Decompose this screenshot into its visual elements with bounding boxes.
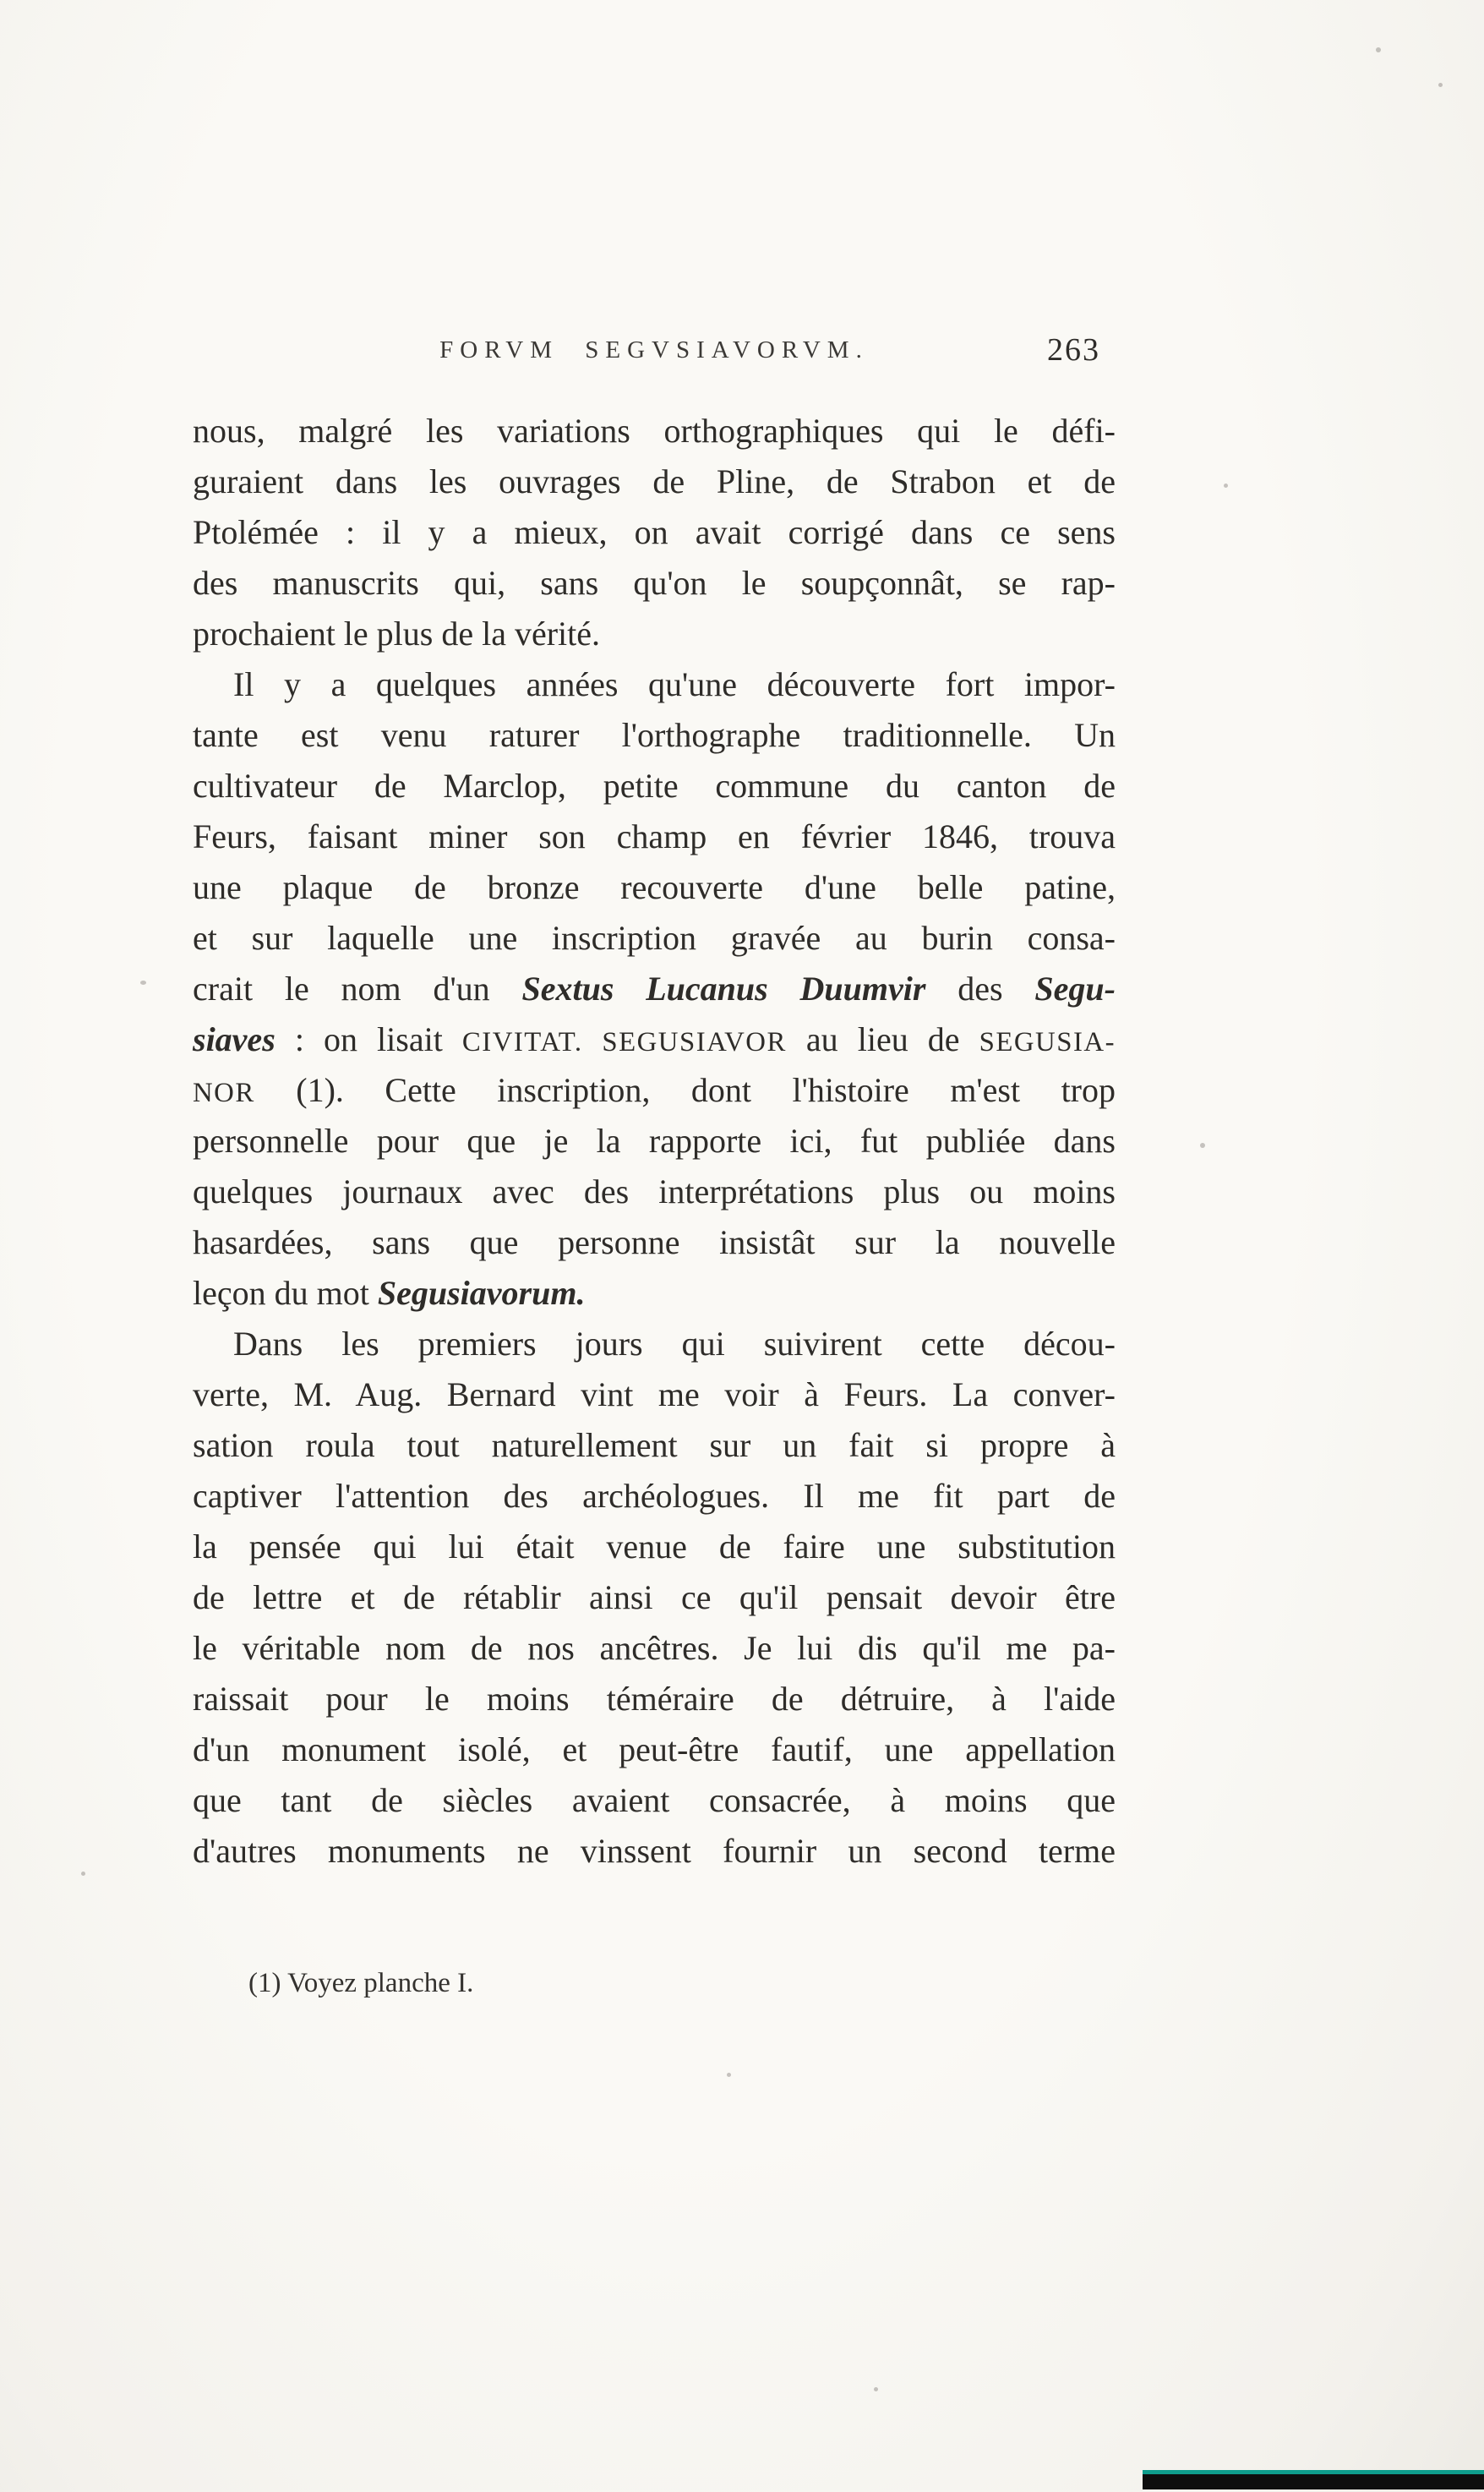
text-line-10: une plaque de bronze recouverte d'une belle patine, (193, 868, 1116, 906)
text-line-6: Il y a quelques années qu'une découverte fort impor- (233, 665, 1116, 703)
scan-speck (1200, 1143, 1205, 1148)
text-line-8: cultivateur de Marclop, petite commune du canton de (193, 767, 1116, 805)
text-line-27: d'un monument isolé, et peut-être fautif, une appellation (193, 1730, 1116, 1768)
scan-speck (81, 1872, 85, 1876)
text-line-22: captiver l'attention des archéologues. Il me fit part de (193, 1477, 1116, 1515)
text-line-19: Dans les premiers jours qui suivirent cette décou- (233, 1325, 1116, 1363)
text-line-29: d'autres monuments ne vinssent fournir un second terme (193, 1832, 1116, 1870)
text-line-16: quelques journaux avec des interprétations plus ou moins (193, 1172, 1116, 1210)
text-line-1: nous, malgré les variations orthographiques qui le défi- (193, 412, 1116, 450)
text-line-2: guraient dans les ouvrages de Pline, de Strabon et de (193, 462, 1116, 500)
text-line-20: verte, M. Aug. Bernard vint me voir à Feurs. La conver- (193, 1375, 1116, 1413)
text-line-9: Feurs, faisant miner son champ en février 1846, trouva (193, 817, 1116, 855)
page-number: 263 (1047, 332, 1100, 368)
text-line-23: la pensée qui lui était venue de faire une substitution (193, 1527, 1116, 1566)
text-line-13: siaves : on lisait CIVITAT. SEGUSIAVOR au lieu de SEGUSIA- (193, 1020, 1116, 1058)
scan-speck (874, 2387, 878, 2391)
footnote: (1) Voyez planche I. (248, 1968, 474, 1998)
text-line-11: et sur laquelle une inscription gravée au burin consa- (193, 919, 1116, 957)
text-line-25: le véritable nom de nos ancêtres. Je lui dis qu'il me pa- (193, 1629, 1116, 1667)
text-line-28: que tant de siècles avaient consacrée, à moins que (193, 1781, 1116, 1819)
text-line-21: sation roula tout naturellement sur un fait si propre à (193, 1426, 1116, 1464)
body-text (193, 406, 1116, 1877)
text-line-15: personnelle pour que je la rapporte ici, fut publiée dans (193, 1122, 1116, 1160)
text-line-24: de lettre et de rétablir ainsi ce qu'il pensait devoir être (193, 1578, 1116, 1616)
scan-speck (727, 2073, 731, 2077)
scan-speck (1224, 484, 1228, 488)
text-line-12: crait le nom d'un Sextus Lucanus Duumvir des Segu- (193, 970, 1116, 1008)
page-header (193, 332, 1116, 374)
text-line-17: hasardées, sans que personne insistât sur la nouvelle (193, 1223, 1116, 1261)
scan-speck (1438, 83, 1443, 87)
scan-speck (1376, 47, 1381, 52)
text-line-5: prochaient le plus de la vérité. (193, 615, 601, 653)
text-line-18: leçon du mot Segusiavorum. (193, 1274, 586, 1312)
running-title: FORVM SEGVSIAVORVM. (439, 336, 869, 363)
text-line-26: raissait pour le moins téméraire de détruire, à l'aide (193, 1680, 1116, 1718)
text-line-4: des manuscrits qui, sans qu'on le soupçonnât, se rap- (193, 564, 1116, 602)
scan-artifact-bar (1143, 2470, 1484, 2489)
text-line-3: Ptolémée : il y a mieux, on avait corrigé dans ce sens (193, 513, 1116, 551)
text-line-14: NOR (1). Cette inscription, dont l'histoire m'est trop (193, 1071, 1116, 1109)
text-block (193, 332, 1116, 1999)
text-line-7: tante est venu raturer l'orthographe traditionnelle. Un (193, 716, 1116, 754)
scan-speck (140, 981, 146, 985)
